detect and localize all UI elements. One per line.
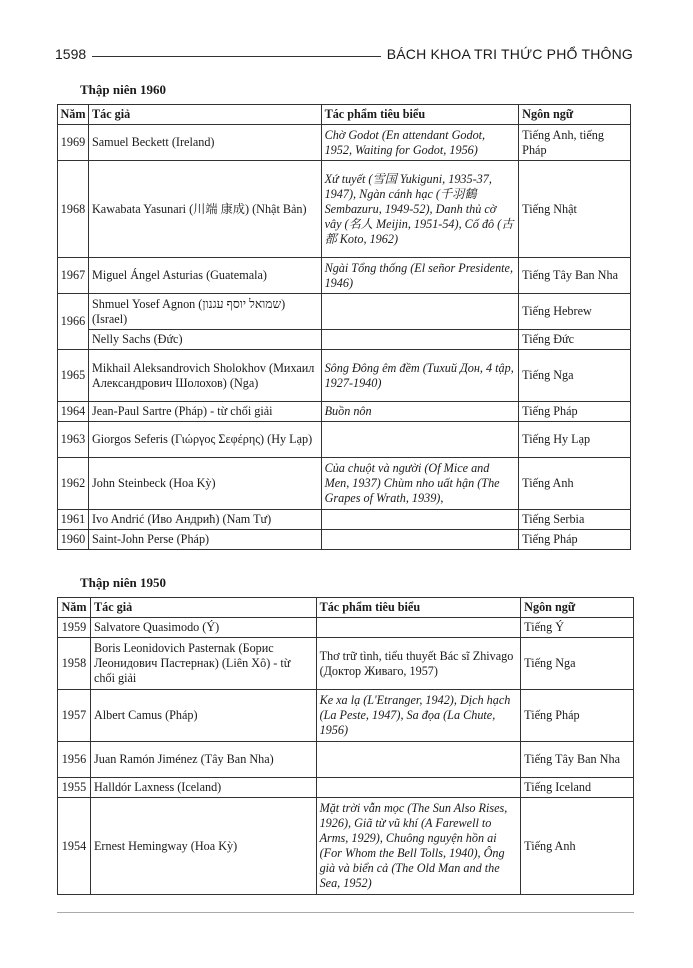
works-cell: Của chuột và người (Of Mice and Men, 1937) Chùm nho uất hận (The Grapes of Wrath, 1939), xyxy=(321,458,519,510)
works-cell xyxy=(321,530,519,550)
column-header-language: Ngôn ngữ xyxy=(521,598,634,618)
year-cell: 1961 xyxy=(58,510,89,530)
year-cell: 1957 xyxy=(58,690,91,742)
author-cell: Nelly Sachs (Đức) xyxy=(88,330,321,350)
author-cell: Boris Leonidovich Pasternak (Борис Леонидович Пастернак) (Liên Xô) - từ chối giải xyxy=(90,638,316,690)
year-cell: 1965 xyxy=(58,350,89,402)
works-cell xyxy=(321,330,519,350)
table-row xyxy=(58,638,634,690)
author-cell: Albert Camus (Pháp) xyxy=(90,690,316,742)
year-cell: 1969 xyxy=(58,125,89,161)
table-row xyxy=(58,458,631,510)
year-cell: 1955 xyxy=(58,778,91,798)
header-rule xyxy=(92,56,381,57)
author-cell: Shmuel Yosef Agnon (שמואל יוסף עגנון) (Israel) xyxy=(88,294,321,330)
table-row xyxy=(58,330,631,350)
language-cell: Tiếng Đức xyxy=(519,330,631,350)
author-cell: Miguel Ángel Asturias (Guatemala) xyxy=(88,258,321,294)
page-header xyxy=(55,46,633,68)
table-row xyxy=(58,422,631,458)
year-cell: 1967 xyxy=(58,258,89,294)
language-cell: Tiếng Hy Lạp xyxy=(519,422,631,458)
table-row xyxy=(58,294,631,330)
laureates-table-1950s xyxy=(57,597,634,895)
language-cell: Tiếng Tây Ban Nha xyxy=(519,258,631,294)
section-title-1960s: Thập niên 1960 xyxy=(80,82,166,97)
author-cell: John Steinbeck (Hoa Kỳ) xyxy=(88,458,321,510)
author-cell: Juan Ramón Jiménez (Tây Ban Nha) xyxy=(90,742,316,778)
column-header-language: Ngôn ngữ xyxy=(519,105,631,125)
column-header-author: Tác giả xyxy=(88,105,321,125)
language-cell: Tiếng Anh xyxy=(521,798,634,895)
works-cell: Ngài Tổng thống (El señor Presidente, 1946) xyxy=(321,258,519,294)
author-cell: Mikhail Aleksandrovich Sholokhov (Михаил Александрович Шолохов) (Nga) xyxy=(88,350,321,402)
table-row xyxy=(58,510,631,530)
footer-rule xyxy=(57,912,634,913)
works-cell xyxy=(321,422,519,458)
language-cell: Tiếng Iceland xyxy=(521,778,634,798)
year-cell: 1966 xyxy=(58,294,89,350)
works-cell: Ke xa lạ (L'Etranger, 1942), Dịch hạch (La Peste, 1947), Sa đọa (La Chute, 1956) xyxy=(316,690,521,742)
year-cell: 1958 xyxy=(58,638,91,690)
author-cell: Ernest Hemingway (Hoa Kỳ) xyxy=(90,798,316,895)
author-cell: Giorgos Seferis (Γιώργος Σεφέρης) (Hy Lạp) xyxy=(88,422,321,458)
table-row xyxy=(58,402,631,422)
author-cell: Samuel Beckett (Ireland) xyxy=(88,125,321,161)
language-cell: Tiếng Pháp xyxy=(519,530,631,550)
works-cell xyxy=(321,510,519,530)
column-header-works: Tác phẩm tiêu biểu xyxy=(316,598,521,618)
table-row xyxy=(58,778,634,798)
author-cell: Kawabata Yasunari (川端 康成) (Nhật Bản) xyxy=(88,161,321,258)
author-cell: Saint-John Perse (Pháp) xyxy=(88,530,321,550)
table-row xyxy=(58,530,631,550)
column-header-works: Tác phẩm tiêu biểu xyxy=(321,105,519,125)
table-row xyxy=(58,690,634,742)
table-row xyxy=(58,798,634,895)
book-title: BÁCH KHOA TRI THỨC PHỔ THÔNG xyxy=(386,46,633,62)
language-cell: Tiếng Ý xyxy=(521,618,634,638)
page-number: 1598 xyxy=(55,46,87,62)
language-cell: Tiếng Anh xyxy=(519,458,631,510)
author-cell: Halldór Laxness (Iceland) xyxy=(90,778,316,798)
year-cell: 1954 xyxy=(58,798,91,895)
works-cell: Xứ tuyết (雪国 Yukiguni, 1935-37, 1947), Ngàn cánh hạc (千羽鶴 Sembazuru, 1949-52), Danh thủ cờ vây (名人 Meijin, 1951-54), Cố đô (古都 Koto, 1962) xyxy=(321,161,519,258)
year-cell: 1962 xyxy=(58,458,89,510)
year-cell: 1964 xyxy=(58,402,89,422)
works-cell: Sông Đông êm đềm (Тихий Дон, 4 tập, 1927-1940) xyxy=(321,350,519,402)
language-cell: Tiếng Pháp xyxy=(521,690,634,742)
works-cell xyxy=(316,618,521,638)
language-cell: Tiếng Nga xyxy=(519,350,631,402)
table-row xyxy=(58,258,631,294)
works-cell xyxy=(321,294,519,330)
table-row xyxy=(58,125,631,161)
author-cell: Salvatore Quasimodo (Ý) xyxy=(90,618,316,638)
language-cell: Tiếng Anh, tiếng Pháp xyxy=(519,125,631,161)
language-cell: Tiếng Hebrew xyxy=(519,294,631,330)
year-cell: 1956 xyxy=(58,742,91,778)
table-header-row xyxy=(58,105,631,125)
works-cell: Thơ trữ tình, tiểu thuyết Bác sĩ Zhivago (Доктор Живаго, 1957) xyxy=(316,638,521,690)
works-cell: Buồn nôn xyxy=(321,402,519,422)
year-cell: 1968 xyxy=(58,161,89,258)
column-header-author: Tác giả xyxy=(90,598,316,618)
table-row xyxy=(58,742,634,778)
table-header-row xyxy=(58,598,634,618)
laureates-table-1960s xyxy=(57,104,631,550)
language-cell: Tiếng Nga xyxy=(521,638,634,690)
works-cell: Mặt trời vẫn mọc (The Sun Also Rises, 1926), Giã từ vũ khí (A Farewell to Arms, 1929), Chuông nguyện hồn ai (For Whom the Bell Tolls, 1940), Ông già và biển cả (The Old Man and the Sea, 1952) xyxy=(316,798,521,895)
language-cell: Tiếng Nhật xyxy=(519,161,631,258)
language-cell: Tiếng Pháp xyxy=(519,402,631,422)
year-cell: 1959 xyxy=(58,618,91,638)
column-header-year: Năm xyxy=(58,105,89,125)
language-cell: Tiếng Serbia xyxy=(519,510,631,530)
section-title-1950s: Thập niên 1950 xyxy=(80,575,166,590)
year-cell: 1960 xyxy=(58,530,89,550)
year-cell: 1963 xyxy=(58,422,89,458)
table-row xyxy=(58,618,634,638)
language-cell: Tiếng Tây Ban Nha xyxy=(521,742,634,778)
works-cell xyxy=(316,742,521,778)
column-header-year: Năm xyxy=(58,598,91,618)
table-row xyxy=(58,161,631,258)
author-cell: Jean-Paul Sartre (Pháp) - từ chối giải xyxy=(88,402,321,422)
works-cell xyxy=(316,778,521,798)
table-row xyxy=(58,350,631,402)
author-cell: Ivo Andrić (Иво Андрић) (Nam Tư) xyxy=(88,510,321,530)
works-cell: Chờ Godot (En attendant Godot, 1952, Waiting for Godot, 1956) xyxy=(321,125,519,161)
